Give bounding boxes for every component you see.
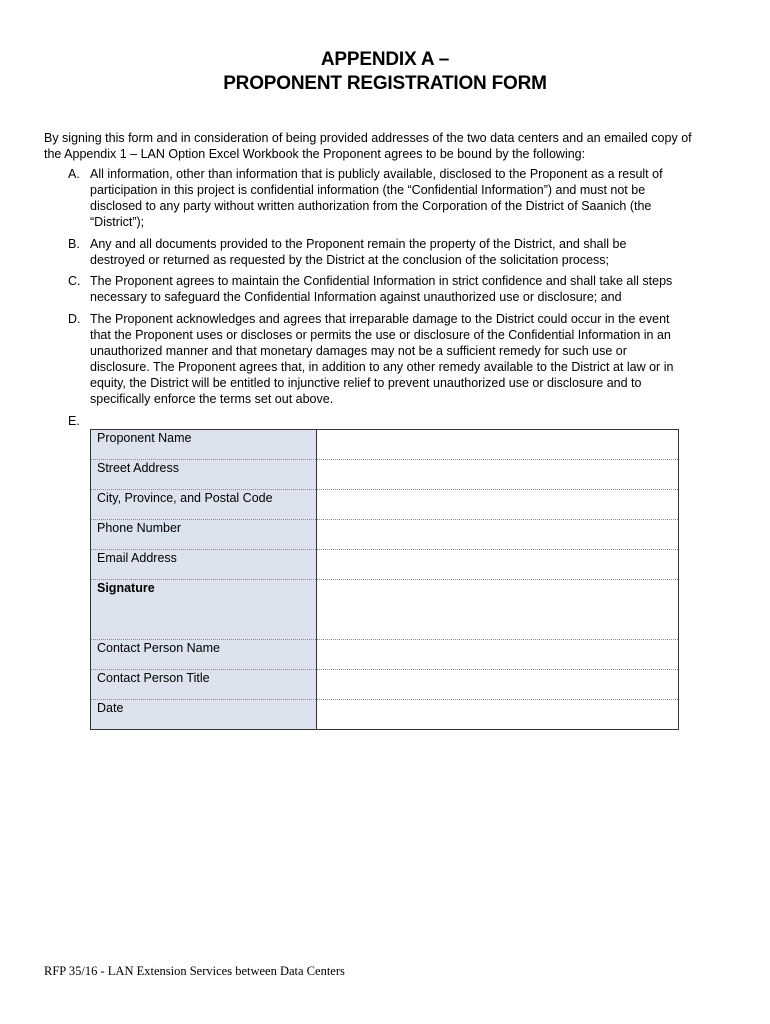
street-address-field[interactable] [317,460,679,490]
form-row-proponent-name [91,430,679,460]
form-row-contact-person-title [91,670,679,700]
clause-e [44,413,684,429]
clause-list [44,166,684,429]
registration-form-table [90,429,679,730]
page-footer: RFP 35/16 - LAN Extension Services between Data Centers [44,964,345,978]
signature-field[interactable] [317,580,679,640]
field-label: Contact Person Title [91,670,317,700]
field-label: Contact Person Name [91,640,317,670]
field-label: City, Province, and Postal Code [91,490,317,520]
clause-d [44,311,684,407]
contact-person-name-field[interactable] [317,640,679,670]
phone-number-field[interactable] [317,520,679,550]
intro-paragraph: By signing this form and in consideration of being provided addresses of the two data centers and an emailed copy of the Appendix 1 – LAN Option Excel Workbook the Proponent agrees to be bound by the following: [44,131,692,161]
form-row-signature [91,580,679,640]
clause-text: The Proponent acknowledges and agrees that irreparable damage to the District could occur in the event that the Proponent uses or discloses or permits the use or disclosure of the Confidential Information in an unauthorized manner and that monetary damages may not be a sufficient remedy for such use or disclosure. The Proponent agrees that, in addition to any other remedy available to the District at law or in equity, the District will be entitled to injunctive relief to prevent unauthorized use or disclosure and to specifically enforce the terms set out above. [90,312,674,406]
form-row-contact-person-name [91,640,679,670]
contact-person-title-field[interactable] [317,670,679,700]
clause-letter: D. [68,312,81,326]
city-province-postal-field[interactable] [317,490,679,520]
field-label: Email Address [91,550,317,580]
form-row-date [91,700,679,730]
form-row-street-address [91,460,679,490]
proponent-name-field[interactable] [317,430,679,460]
form-row-email-address [91,550,679,580]
page-title [0,48,770,96]
field-label: Proponent Name [91,430,317,460]
clause-text: The Proponent agrees to maintain the Confidential Information in strict confidence and shall take all steps necessary to safeguard the Confidential Information against unauthorized use or disclosure; and [90,274,673,304]
clause-letter: E. [68,414,80,428]
clause-letter: B. [68,237,80,251]
clause-letter: C. [68,274,81,288]
date-field[interactable] [317,700,679,730]
field-label: Signature [91,580,317,640]
email-address-field[interactable] [317,550,679,580]
clause-text: Any and all documents provided to the Proponent remain the property of the District, and shall be destroyed or returned as requested by the District at the conclusion of the solicitation process; [90,237,627,267]
form-row-city-province-postal [91,490,679,520]
title-line-2: PROPONENT REGISTRATION FORM [223,73,547,94]
form-row-phone-number [91,520,679,550]
field-label: Date [91,700,317,730]
field-label: Phone Number [91,520,317,550]
clause-b [44,236,684,268]
clause-text: All information, other than information that is publicly available, disclosed to the Proponent as a result of participation in this project is confidential information (the “Confidential Information”) and must not be disclosed to any party without written authorization from the Corporation of the District of Saanich (the “District”); [90,167,663,229]
title-line-1: APPENDIX A – [320,49,450,70]
field-label: Street Address [91,460,317,490]
clause-c [44,273,684,305]
clause-a [44,166,684,230]
clause-letter: A. [68,167,80,181]
